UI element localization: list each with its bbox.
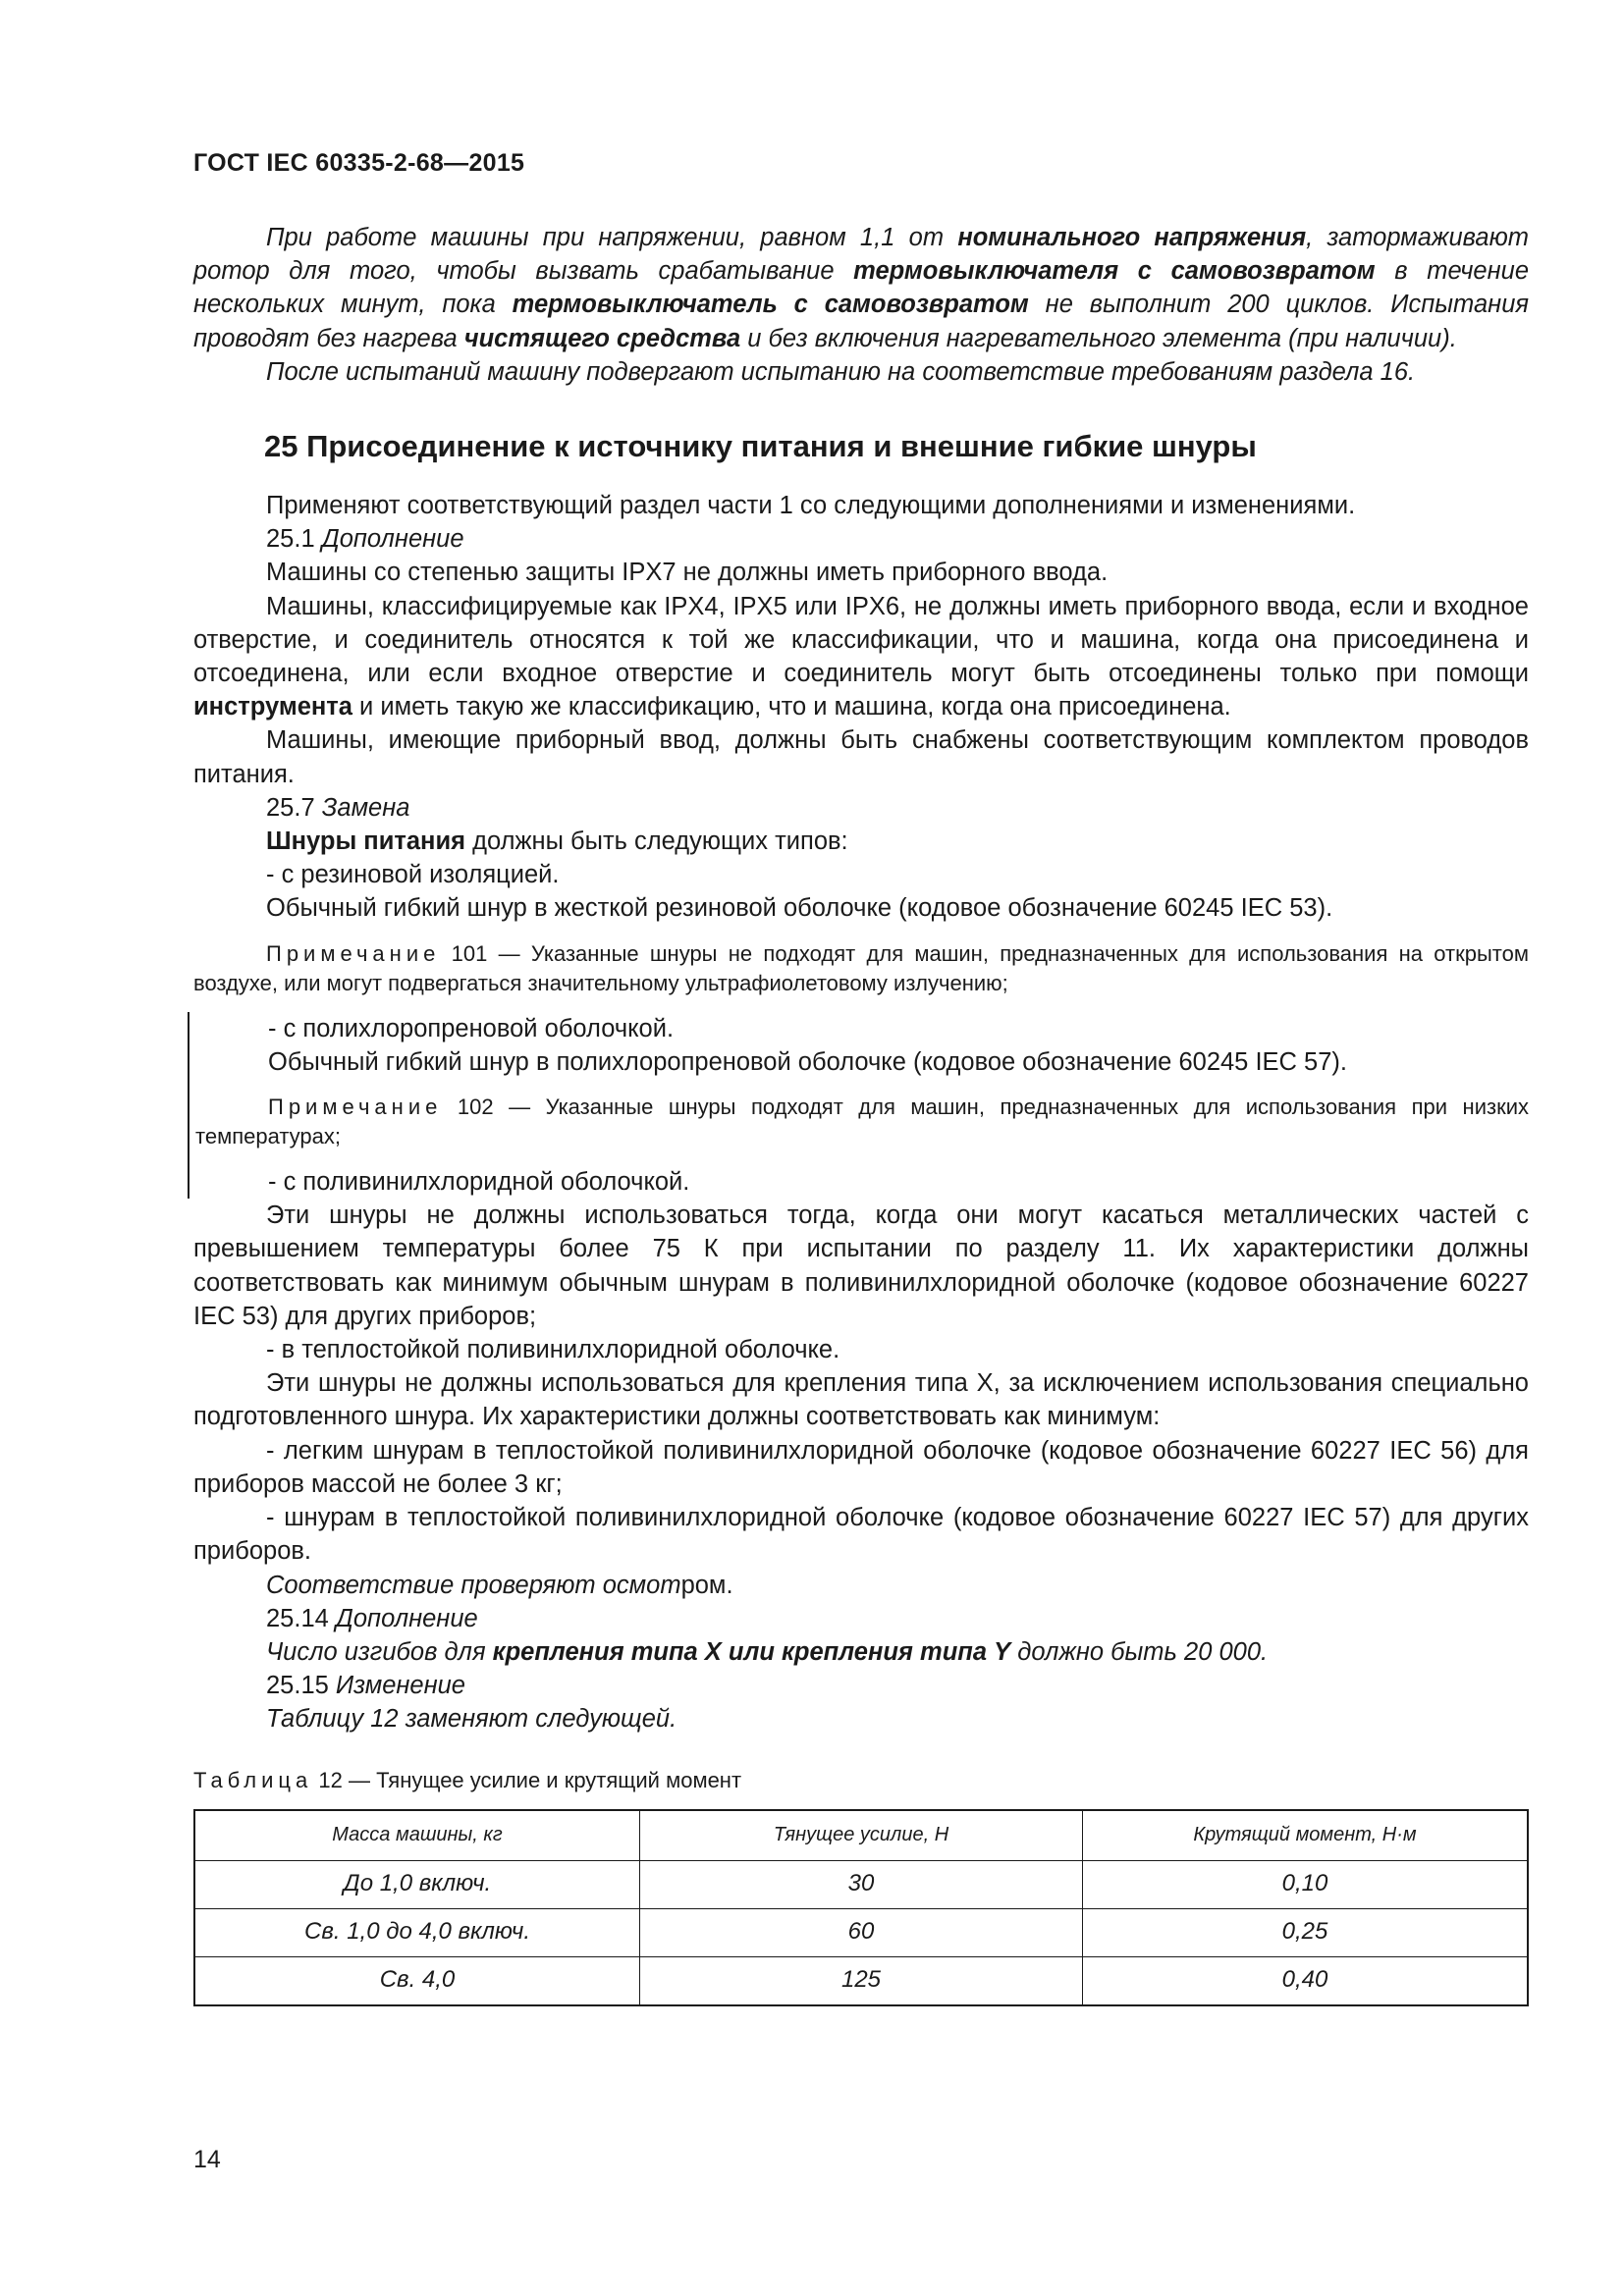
inlet-text: Машины, имеющие приборный ввод, должны быть снабжены соответствующим комплектом проводов питания. <box>193 726 1529 788</box>
other-cords: - шнурам в теплостойкой поливинилхлоридной оболочке (кодовое обозначение 60227 IEC 57) для других приборов. <box>193 1504 1529 1566</box>
pcp-desc: Обычный гибкий шнур в полихлоропреновой оболочке (кодовое обозначение 60245 IEC 57). <box>268 1047 1347 1076</box>
table-cell: 30 <box>640 1860 1083 1908</box>
clause-25-7: 25.7 Замена <box>266 793 410 822</box>
pvc-item: - с поливинилхлоридной оболочкой. <box>268 1168 690 1197</box>
pull-torque-table <box>193 1809 1529 2006</box>
term: Шнуры питания <box>266 828 466 856</box>
page-number: 14 <box>193 2146 221 2173</box>
table-cell: 60 <box>640 1908 1083 1956</box>
clause-25-14: 25.14 Дополнение <box>266 1604 478 1632</box>
rubber-desc: Обычный гибкий шнур в жесткой резиновой оболочке (кодовое обозначение 60245 IEC 53). <box>266 894 1333 923</box>
rubber-item: - с резиновой изоляцией. <box>266 861 560 889</box>
apply-text: Применяют соответствующий раздел части 1 со следующими дополнениями и изменениями. <box>266 492 1356 520</box>
table-header-row <box>194 1810 1528 1861</box>
term: инструмента <box>193 693 352 721</box>
light-cords: - легким шнурам в теплостойкой поливинилхлоридной оболочке (кодовое обозначение 60227 IEC 56) для приборов массой не более 3 кг; <box>193 1436 1529 1498</box>
flex-count: Число изгибов для крепления типа X или крепления типа Y должно быть 20 000. <box>266 1637 1269 1666</box>
table-cell: 0,40 <box>1083 1956 1529 2005</box>
clause-25-1: 25.1 Дополнение <box>266 525 464 554</box>
table-caption: Таблица 12 — Тянущее усилие и крутящий момент <box>193 1767 742 1792</box>
heat-item: - в теплостойкой поливинилхлоридной оболочке. <box>266 1336 840 1364</box>
intro-paragraph-2: После испытаний машину подвергают испытанию на соответствие требованиям раздела 16. <box>266 357 1416 386</box>
term: чистящего средства <box>463 324 741 352</box>
table-header-cell: Масса машины, кг <box>194 1810 640 1861</box>
term: номинального напряжения <box>957 224 1307 251</box>
table-row <box>194 1908 1528 1956</box>
intro-paragraph: При работе машины при напряжении, равном 1,1 от номинального напряжения, затормаживают ротор для того, чтобы вызвать срабатывание термовыключателя с самовозвратом в течение нескольких минут, пока термовыключатель с самовозвратом не выполнит 200 циклов. Испытания проводят без нагрева чистящего средства и без включения нагревательного элемента (при наличии). <box>193 224 1529 352</box>
term: крепления типа X или крепления типа Y <box>492 1637 1011 1666</box>
table-row <box>194 1956 1528 2005</box>
table-header-cell: Крутящий момент, Н·м <box>1083 1810 1529 1861</box>
pcp-item: - с полихлоропреновой оболочкой. <box>268 1014 675 1042</box>
document-id: ГОСТ IEC 60335-2-68—2015 <box>193 149 525 177</box>
table-replace: Таблицу 12 заменяют следующей. <box>266 1705 677 1734</box>
table-cell: 125 <box>640 1956 1083 2005</box>
page-content <box>193 221 1529 2006</box>
table-row <box>194 1860 1528 1908</box>
table-cell: Св. 4,0 <box>194 1956 640 2005</box>
pvc-desc: Эти шнуры не должны использоваться тогда, когда они могут касаться металлических частей с превышением температуры более 75 К при испытании по разделу 11. Их характеристики должны соответствовать как минимум обычным шнурам в поливинилхлоридной оболочке (кодовое обозначение 60227 IEC 53) для других приборов; <box>193 1201 1529 1330</box>
ipx7-text: Машины со степенью защиты IPX7 не должны иметь приборного ввода. <box>266 559 1109 587</box>
table-cell: До 1,0 включ. <box>194 1860 640 1908</box>
compliance-check: Соответствие проверяют осмотром. <box>266 1571 733 1599</box>
table-cell: 0,25 <box>1083 1908 1529 1956</box>
term: термовыключатель с самовозвратом <box>512 291 1029 319</box>
change-bar-block <box>188 1012 1529 1200</box>
table-header-cell: Тянущее усилие, Н <box>640 1810 1083 1861</box>
term: термовыключателя с самовозвратом <box>853 257 1376 286</box>
table-cell: 0,10 <box>1083 1860 1529 1908</box>
note-101: Примечание 101 — Указанные шнуры не подходят для машин, предназначенных для использования на открытом воздухе, или могут подвергаться значительному ультрафиолетовому излучению; <box>193 940 1529 995</box>
heat-desc: Эти шнуры не должны использоваться для крепления типа X, за исключением использования специально подготовленного шнура. Их характеристики должны соответствовать как минимум: <box>193 1369 1529 1431</box>
table-cell: Св. 1,0 до 4,0 включ. <box>194 1908 640 1956</box>
cords-types: Шнуры питания должны быть следующих типов: <box>266 828 848 856</box>
note-102: Примечание 102 — Указанные шнуры подходят для машин, предназначенных для использования при низких температурах; <box>195 1095 1529 1149</box>
section-title: 25 Присоединение к источнику питания и внешние гибкие шнуры <box>264 429 1257 464</box>
clause-25-15: 25.15 Изменение <box>266 1672 465 1700</box>
ipx456-text: Машины, классифицируемые как IPX4, IPX5 или IPX6, не должны иметь приборного ввода, если и входное отверстие, и соединитель относятся к той же классификации, что и машина, когда она присоединена и отсоединена, или если входное отверстие и соединитель могут быть отсоединены только при помощи инструмента и иметь такую же классификацию, что и машина, когда она присоединена. <box>193 592 1529 721</box>
